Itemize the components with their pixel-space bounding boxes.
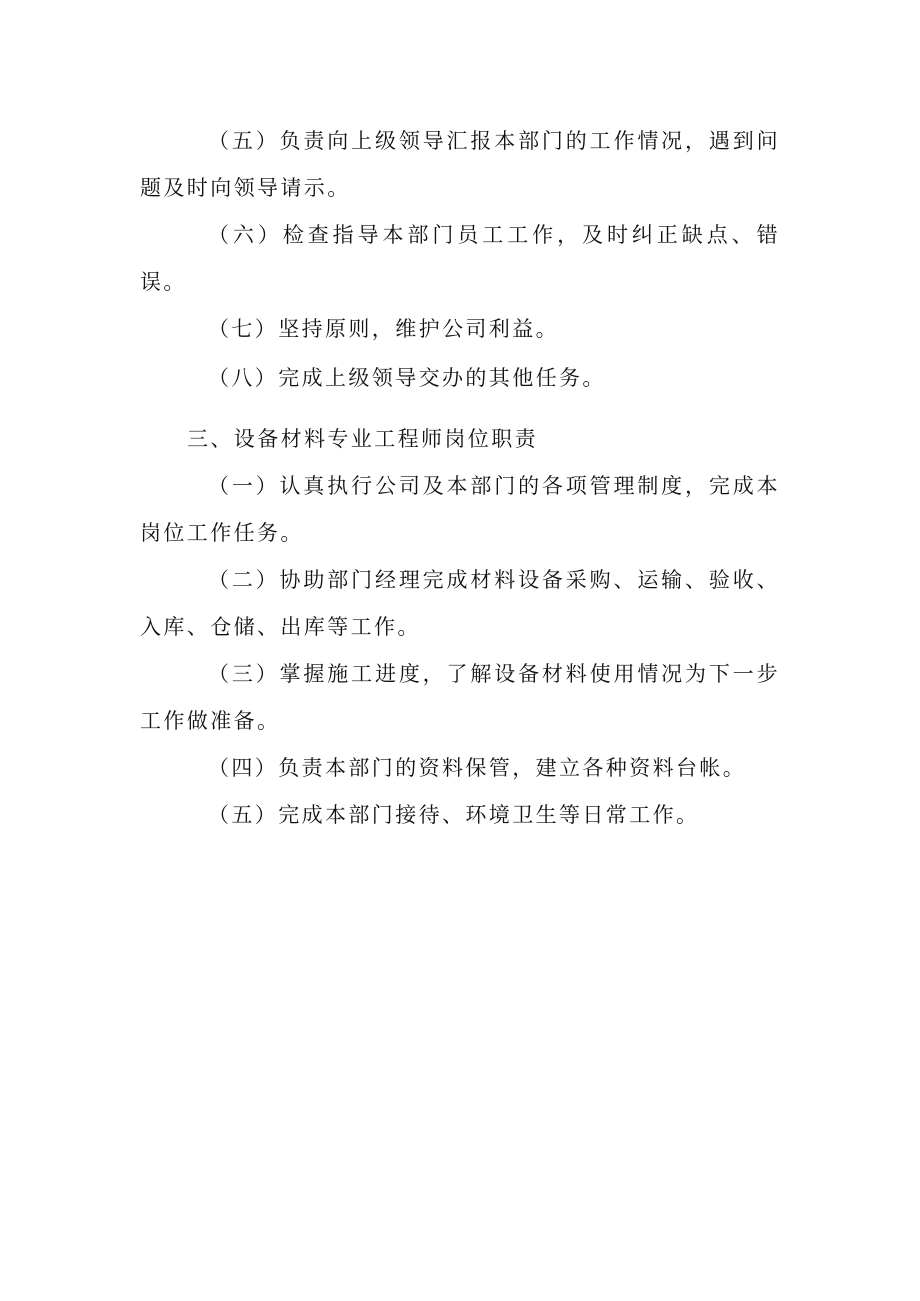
paragraph-5-report-to-leaders: （五）负责向上级领导汇报本部门的工作情况，遇到问题及时向领导请示。 [140,129,780,200]
section-3-item-4: （四）负责本部门的资料保管，建立各种资料台帐。 [208,756,747,780]
section-3-item-3: （三）掌握施工进度，了解设备材料使用情况为下一步工作做准备。 [140,662,780,733]
section-3-item-2: （二）协助部门经理完成材料设备采购、运输、验收、入库、仓储、出库等工作。 [140,568,780,639]
paragraph-6-inspect-staff-work: （六）检查指导本部门员工工作，及时纠正缺点、错误。 [140,223,780,294]
document-body [140,118,780,839]
paragraph-8-other-tasks: （八）完成上级领导交办的其他任务。 [208,366,606,390]
paragraph-7-uphold-principles: （七）坚持原则，维护公司利益。 [208,317,559,341]
section-3-heading: 三、设备材料专业工程师岗位职责 [187,427,538,451]
section-3-item-5: （五）完成本部门接待、环境卫生等日常工作。 [208,803,700,827]
section-3-item-1: （一）认真执行公司及本部门的各项管理制度，完成本岗位工作任务。 [140,474,780,545]
